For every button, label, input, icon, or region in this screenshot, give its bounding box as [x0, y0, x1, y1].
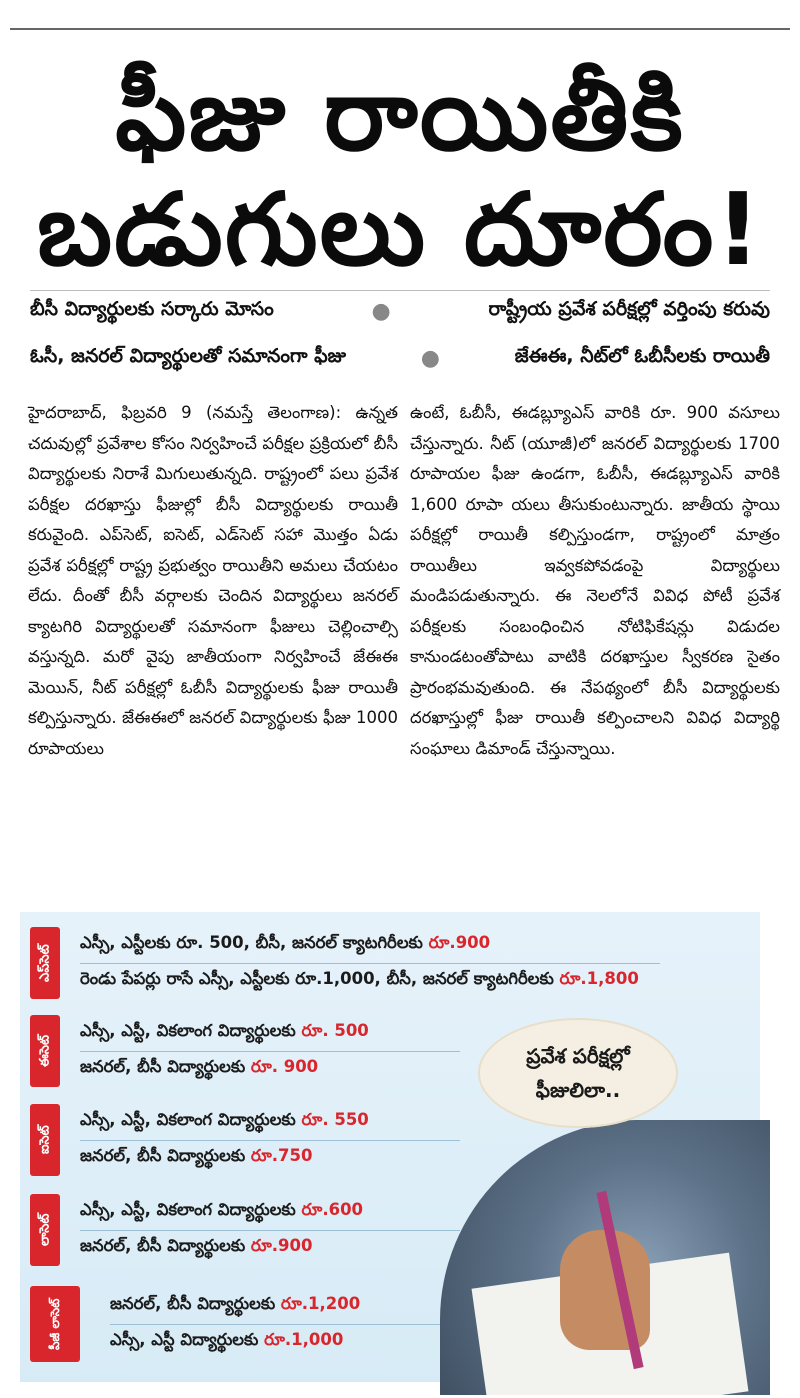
fee-price: రూ.1,800	[559, 969, 639, 988]
fee-price: రూ.900	[428, 933, 491, 952]
fee-separator	[80, 1230, 460, 1231]
fee-tag: లాసెట్	[30, 1194, 60, 1266]
bullet-icon: ●	[420, 345, 440, 371]
fee-line: ఎస్సీ, ఎస్టీలకు రూ. 500, బీసీ, జనరల్ క్యాటగిరీలకు రూ.900	[80, 933, 491, 952]
article-column-right	[410, 398, 780, 764]
fee-tag: ఎప్‌సెట్	[30, 927, 60, 999]
fee-line: ఎస్సీ, ఎస్టీ, వికలాంగ విద్యార్థులకు రూ. 550	[80, 1110, 369, 1129]
fee-separator	[80, 1140, 460, 1141]
fee-price: రూ.1,000	[264, 1330, 344, 1349]
fee-line: జనరల్, బీసీ విద్యార్థులకు రూ.1,200	[110, 1294, 361, 1313]
fee-price: రూ.1,200	[280, 1294, 361, 1313]
fee-tag: పీజీ లాసెట్	[30, 1286, 80, 1362]
fee-price: రూ. 550	[301, 1110, 369, 1129]
fee-group-eapcet	[30, 925, 750, 1001]
fee-price: రూ.750	[250, 1146, 313, 1165]
fee-line: ఎస్సీ, ఎస్టీ, వికలాంగ విద్యార్థులకు రూ. 500	[80, 1021, 369, 1040]
fee-line: ఎస్సీ, ఎస్టీ విద్యార్థులకు రూ.1,000	[110, 1330, 344, 1349]
article-right-text: ఉంటే, ఓబీసీ, ఈడబ్ల్యూఎస్ వారికి రూ. 900 వసూలు చేస్తున్నారు. నీట్ (యూజీ)లో జనరల్ విద్యార్థులకు 1700 రూపాయల ఫీజు ఉండగా, ఓబీసీ, ఈడబ్ల్యూఎస్ వారికి 1,600 రూపా యలు తీసుకుంటున్నారు. జాతీయ స్థాయి పరీక్షల్లో రాయితీ కల్పిస్తుండగా, రాష్ట్రంలో మాత్రం రాయితీలు ఇవ్వకపోవడంపై విద్యార్థులు మండిపడుతున్నారు. ఈ నెలలోనే వివిధ పోటీ ప్రవేశ పరీక్షలకు సంబంధించిన నోటిఫికేషన్లు విడుదల కానుండటంతోపాటు వాటికి దరఖాస్తుల స్వీకరణ సైతం ప్రారంభమవుతుంది. ఈ నేపథ్యంలో బీసీ విద్యార్థులకు దరఖాస్తుల్లో ఫీజు రాయితీ కల్పించాలని వివిధ విద్యార్థి సంఘాలు డిమాండ్ చేస్తున్నాయి.	[410, 403, 780, 758]
subhead-row-1	[30, 290, 770, 331]
fee-line: ఎస్సీ, ఎస్టీ, వికలాంగ విద్యార్థులకు రూ.600	[80, 1200, 364, 1219]
fee-line: రెండు పేపర్లు రాసే ఎస్సీ, ఎస్టీలకు రూ.1,000, బీసీ, జనరల్ క్యాటగిరీలకు రూ.1,800	[80, 969, 639, 988]
article-left-text: హైదరాబాద్, ఫిబ్రవరి 9 (నమస్తే తెలంగాణ): ఉన్నత చదువుల్లో ప్రవేశాల కోసం నిర్వహించే పరీక్షల ప్రక్రియలో బీసీ విద్యార్థులకు నిరాశే మిగులుతున్నది. రాష్ట్రంలో పలు ప్రవేశ పరీక్షల దరఖాస్తు ఫీజుల్లో బీసీ విద్యార్థులకు రాయితీ కరువైంది. ఎప్‌సెట్, ఐసెట్, ఎడ్‌సెట్ సహా మొత్తం ఏడు ప్రవేశ పరీక్షల్లో రాష్ట్ర ప్రభుత్వం రాయితీని అమలు చేయటం లేదు. దీంతో బీసీ వర్గాలకు చెందిన విద్యార్థులు జనరల్ క్యాటగిరి విద్యార్థులతో సమానంగా ఫీజులు చెల్లించాల్సి వస్తున్నది. మరో వైపు జాతీయంగా నిర్వహించే జేఈఈ మెయిన్, నీట్ పరీక్షల్లో ఓబీసీ విద్యార్థులకు ఫీజు రాయితీ కల్పిస్తున్నారు. జేఈఈలో జనరల్ విద్యార్థులకు ఫీజు 1000 రూపాయలు	[28, 403, 398, 758]
hand-shape	[560, 1230, 650, 1350]
fee-price: రూ.900	[250, 1236, 313, 1255]
fee-line: జనరల్, బీసీ విద్యార్థులకు రూ.750	[80, 1146, 313, 1165]
fee-tag: ఐసెట్	[30, 1104, 60, 1176]
top-rule	[10, 28, 790, 30]
fees-badge	[478, 1018, 678, 1128]
headline-line-1: ఫీజు రాయితీకి	[115, 56, 685, 173]
fee-line: జనరల్, బీసీ విద్యార్థులకు రూ.900	[80, 1236, 313, 1255]
bullet-icon: ●	[371, 298, 391, 324]
badge-line-1: ప్రవేశ పరీక్షల్లో	[526, 1044, 630, 1068]
fee-price: రూ. 900	[250, 1057, 319, 1076]
subhead-1a: బీసీ విద్యార్థులకు సర్కారు మోసం	[30, 297, 274, 320]
fee-separator	[80, 963, 660, 964]
subhead-2b: జేఈఈ, నీట్‌లో ఓబీసీలకు రాయితీ	[514, 344, 770, 367]
fee-separator	[80, 1051, 460, 1052]
fee-line: జనరల్, బీసీ విద్యార్థులకు రూ. 900	[80, 1057, 319, 1076]
fee-group-pglawcet	[30, 1284, 450, 1364]
fee-separator	[110, 1324, 440, 1325]
fee-price: రూ. 500	[301, 1021, 369, 1040]
fee-tag: ఈసెట్	[30, 1015, 60, 1087]
fee-group-lawcet	[30, 1192, 450, 1268]
subhead-1b: రాష్ట్రీయ ప్రవేశ పరీక్షల్లో వర్తింపు కరువు	[488, 297, 770, 320]
subhead-2a: ఓసీ, జనరల్ విద్యార్థులతో సమానంగా ఫీజు	[30, 344, 347, 367]
subhead-row-2	[30, 338, 770, 378]
fee-price: రూ.600	[301, 1200, 364, 1219]
headline-line-2: బడుగులు దూరం!	[37, 171, 763, 288]
fee-group-ecet	[30, 1013, 450, 1089]
badge-line-2: ఫీజులిలా..	[535, 1078, 621, 1102]
fee-group-icet	[30, 1102, 450, 1178]
article-column-left	[28, 398, 398, 764]
